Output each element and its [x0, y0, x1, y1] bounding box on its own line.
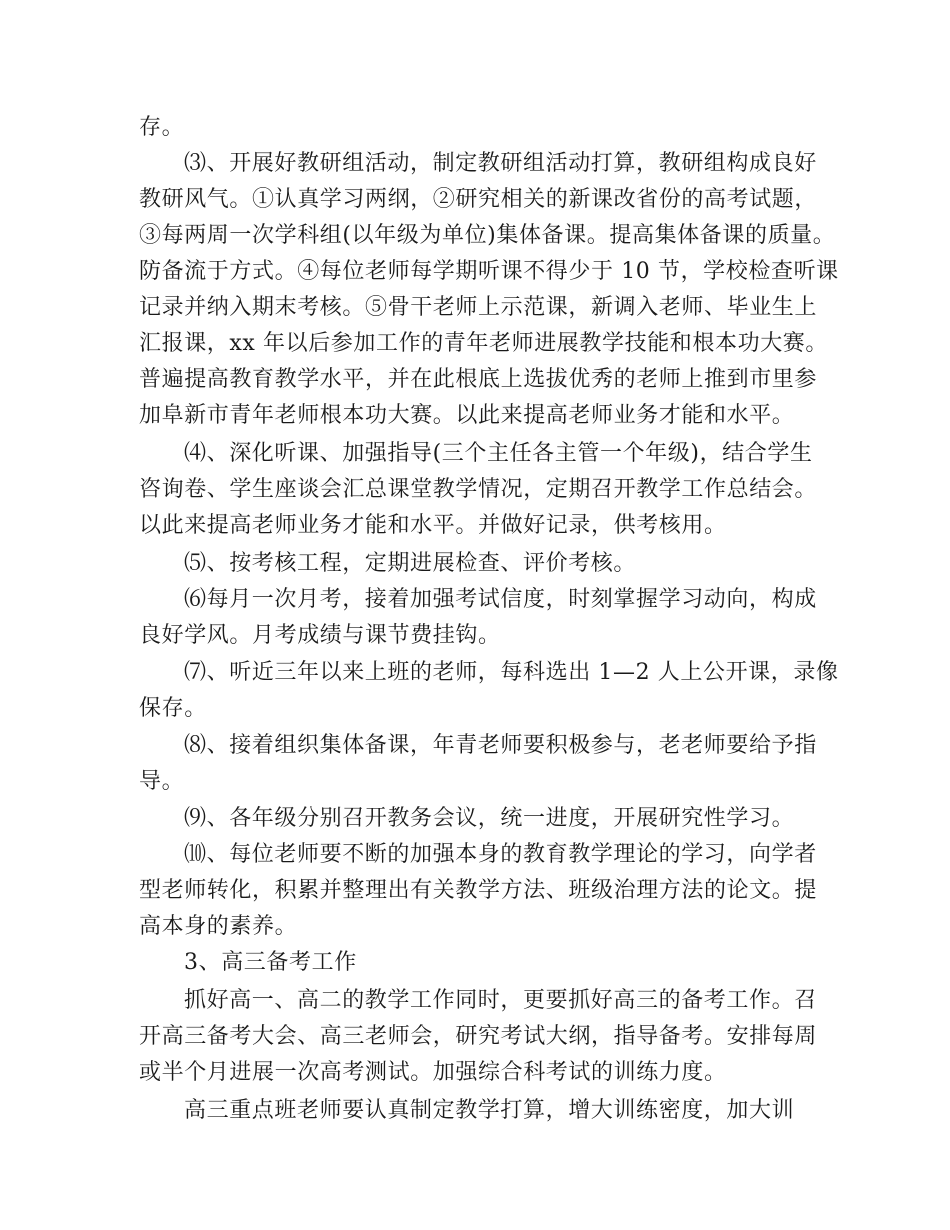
paragraph-item-10: ⑽、每位老师要不断的加强本身的教育教学理论的学习，向学者 [184, 842, 817, 867]
text-line: 型老师转化，积累并整理出有关教学方法、班级治理方法的论文。提 [139, 878, 818, 903]
section-heading: 3、高三备考工作 [184, 950, 357, 975]
text-line: 教研风气。①认真学习两纲，②研究相关的新课改省份的高考试题， [139, 187, 818, 212]
text-line: 普遍提高教育教学水平，并在此根底上选拔优秀的老师上推到市里参 [139, 367, 818, 392]
paragraph-start: 抓好高一、高二的教学工作同时，更要抓好高三的备考工作。召 [184, 988, 817, 1013]
paragraph-item-9: ⑼、各年级分别召开教务会议，统一进度，开展研究性学习。 [184, 806, 795, 831]
paragraph-item-4: ⑷、深化听课、加强指导(三个主任各主管一个年级)，结合学生 [184, 441, 813, 466]
paragraph-item-6: ⑹每月一次月考，接着加强考试信度，时刻掌握学习动向，构成 [184, 587, 817, 612]
text-line: ③每两周一次学科组(以年级为单位)集体备课。提高集体备课的质量。 [139, 223, 836, 248]
text-line: 高本身的素养。 [139, 914, 298, 939]
paragraph-item-7: ⑺、听近三年以来上班的老师，每科选出 1—2 人上公开课，录像 [184, 660, 839, 685]
text-line: 以此来提高老师业务才能和水平。并做好记录，供考核用。 [139, 513, 727, 538]
text-line: 存。 [139, 115, 185, 140]
text-line: 加阜新市青年老师根本功大赛。以此来提高老师业务才能和水平。 [139, 403, 795, 428]
text-line: 开高三备考大会、高三老师会，研究考试大纲，指导备考。安排每周 [139, 1024, 818, 1049]
paragraph-item-5: ⑸、按考核工程，定期进展检查、评价考核。 [184, 551, 637, 576]
text-line: 记录并纳入期末考核。⑤骨干老师上示范课，新调入老师、毕业生上 [139, 295, 818, 320]
text-line: 或半个月进展一次高考测试。加强综合科考试的训练力度。 [139, 1060, 727, 1085]
text-line: 良好学风。月考成绩与课节费挂钩。 [139, 623, 501, 648]
paragraph-start: 高三重点班老师要认真制定教学打算，增大训练密度，加大训 [184, 1098, 795, 1123]
paragraph-item-8: ⑻、接着组织集体备课，年青老师要积极参与，老老师要给予指 [184, 733, 817, 758]
text-line: 防备流于方式。④每位老师每学期听课不得少于 10 节，学校检查听课 [139, 259, 839, 284]
paragraph-item-3: ⑶、开展好教研组活动，制定教研组活动打算，教研组构成良好 [184, 151, 817, 176]
text-line: 导。 [139, 769, 185, 794]
text-line: 保存。 [139, 696, 207, 721]
text-line: 汇报课，xx 年以后参加工作的青年老师进展教学技能和根本功大赛。 [139, 331, 829, 356]
text-line: 咨询卷、学生座谈会汇总课堂教学情况，定期召开教学工作总结会。 [139, 477, 818, 502]
